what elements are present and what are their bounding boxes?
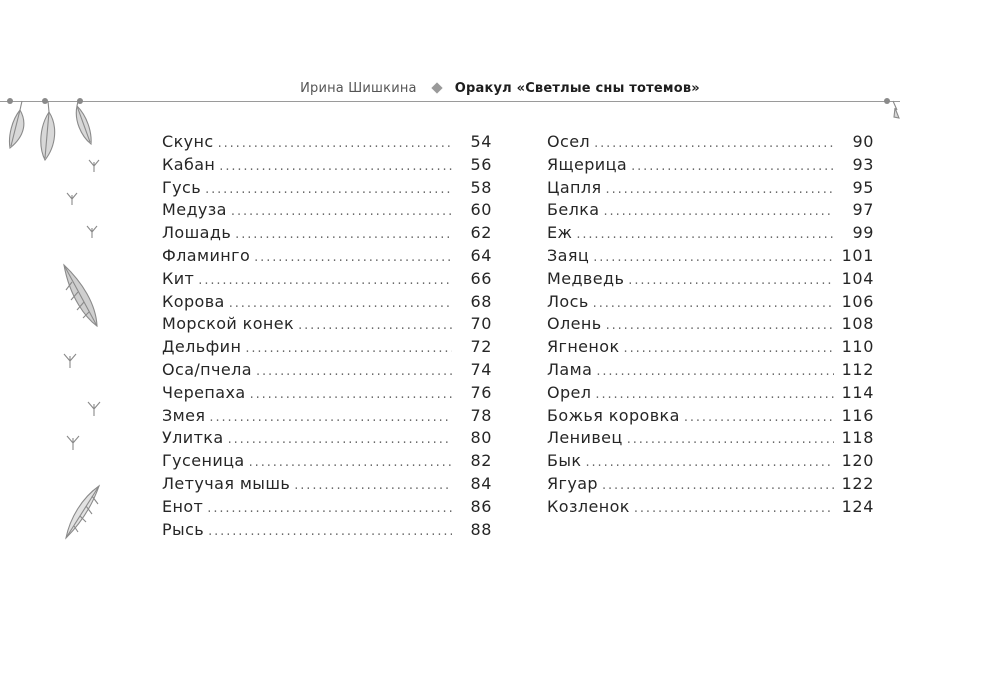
toc-entry-title: Летучая мышь [162,473,291,493]
toc-entry-page: 118 [841,428,874,448]
toc-entry-page: 88 [470,519,492,539]
toc-entry[interactable] [162,291,492,314]
author-name: Ирина Шишкина [300,80,417,96]
toc-entry[interactable] [162,427,492,450]
toc-entry[interactable] [547,382,874,405]
toc-entry[interactable] [547,427,874,450]
toc-entry[interactable] [547,450,874,473]
toc-entry-page: 72 [470,337,492,357]
bead-icon [42,98,48,104]
toc-entry-page: 110 [841,337,874,357]
dot-leader [585,452,834,475]
toc-entry[interactable] [162,473,492,496]
dot-leader [205,179,452,202]
dot-leader [593,293,834,316]
toc-entry-title: Скунс [162,132,214,151]
toc-entry-page: 90 [852,132,874,151]
toc-entry[interactable] [547,268,874,291]
toc-entry-title: Лошадь [162,223,232,243]
toc-entry-title: Лама [547,359,593,379]
toc-entry-page: 60 [470,200,492,220]
toc-entry-page: 101 [841,245,874,265]
bird-track-icon [67,193,77,205]
toc-entry-title: Ягненок [547,337,620,357]
toc-entry[interactable] [162,359,492,382]
dot-leader [602,475,834,498]
toc-entry[interactable] [162,336,492,359]
dot-leader [604,201,834,224]
toc-entry-title: Медведь [547,268,625,288]
toc-entry-page: 80 [470,428,492,448]
feather-icon [66,486,99,538]
toc-entry-page: 95 [852,177,874,197]
toc-entry-title: Корова [162,291,225,311]
toc-entry[interactable] [547,405,874,428]
toc-entry-title: Заяц [547,245,590,265]
bead-icon [7,98,13,104]
toc-entry-page: 84 [470,473,492,493]
dot-leader [235,224,452,247]
toc-entry-title: Ленивец [547,428,623,448]
toc-entry[interactable] [162,268,492,291]
bird-track-icon [88,402,100,416]
toc-entry-page: 106 [841,291,874,311]
dot-leader [684,407,834,430]
toc-entry-title: Улитка [162,428,224,448]
toc-entry[interactable] [162,131,492,154]
book-title: Оракул «Светлые сны тотемов» [454,80,700,96]
toc-entry-title: Олень [547,314,602,334]
feather-icon [41,101,55,160]
toc-entry[interactable] [162,154,492,177]
dot-leader [249,452,452,475]
toc-entry-page: 108 [841,314,874,334]
dot-leader [576,224,834,247]
toc-entry-title: Оса/пчела [162,359,252,379]
toc-column-right [547,131,874,519]
toc-entry-title: Гусь [162,177,202,197]
toc-entry-page: 82 [470,451,492,471]
dot-leader [596,361,834,384]
toc-entry-title: Рысь [162,519,205,539]
toc-entry-page: 76 [470,382,492,402]
toc-entry-page: 70 [470,314,492,334]
toc-entry-title: Медуза [162,200,227,220]
toc-entry-page: 58 [470,177,492,197]
toc-entry-page: 97 [852,200,874,220]
toc-entry-title: Фламинго [162,245,251,265]
toc-entry-page: 62 [470,223,492,243]
bird-track-icon [67,436,79,450]
dot-leader [250,384,452,407]
toc-entry[interactable] [547,359,874,382]
dot-leader [254,247,452,270]
toc-entry-title: Ящерица [547,154,628,174]
toc-entry-page: 86 [470,496,492,516]
toc-entry-page: 78 [470,405,492,425]
toc-entry[interactable] [547,313,874,336]
toc-entry-title: Дельфин [162,337,242,357]
toc-entry-title: Кит [162,268,195,288]
toc-entry[interactable] [547,291,874,314]
dot-leader [208,521,452,544]
dot-leader [256,361,452,384]
toc-entry-page: 124 [841,496,874,516]
toc-entry-page: 56 [470,154,492,174]
toc-entry[interactable] [547,496,874,519]
toc-entry-page: 99 [852,223,874,243]
toc-entry-title: Орел [547,382,592,402]
toc-entry[interactable] [547,131,874,154]
dot-leader [606,179,834,202]
toc-entry-title: Еж [547,223,573,243]
toc-entry-page: 93 [852,154,874,174]
toc-entry-title: Бык [547,451,582,471]
bird-track-icon [87,226,97,238]
dot-leader [245,338,452,361]
toc-entry-title: Змея [162,405,206,425]
toc-entry[interactable] [162,313,492,336]
toc-entry-page: 104 [841,268,874,288]
toc-entry-title: Енот [162,496,204,516]
toc-entry-page: 116 [841,405,874,425]
toc-entry-title: Козленок [547,496,630,516]
toc-entry-title: Белка [547,200,600,220]
dot-leader [606,315,834,338]
feather-icon [76,101,91,144]
toc-entry[interactable] [547,177,874,200]
dot-leader [207,498,452,521]
dot-leader [593,247,834,270]
toc-entry[interactable] [547,336,874,359]
toc-entry[interactable] [547,199,874,222]
toc-entry[interactable] [547,154,874,177]
toc-entry[interactable] [162,405,492,428]
toc-entry-title: Кабан [162,154,216,174]
dot-leader [219,156,452,179]
dot-leader [627,429,834,452]
toc-entry-page: 64 [470,245,492,265]
toc-entry[interactable] [547,245,874,268]
toc-entry[interactable] [162,382,492,405]
toc-entry-page: 122 [841,473,874,493]
dot-leader [228,429,452,452]
toc-entry-title: Божья коровка [547,405,680,425]
toc-entry-page: 54 [470,132,492,151]
dot-leader [624,338,834,361]
toc-entry[interactable] [162,496,492,519]
feather-icon [9,101,23,148]
bead-icon [884,98,890,104]
dot-leader [294,475,452,498]
dot-leader [594,133,834,156]
dot-leader [209,407,452,430]
dot-leader [231,201,452,224]
toc-entry[interactable] [547,222,874,245]
toc-entry-page: 74 [470,359,492,379]
toc-entry-page: 68 [470,291,492,311]
bird-track-icon [89,160,99,172]
toc-entry-page: 66 [470,268,492,288]
toc-entry-page: 114 [841,382,874,402]
bird-track-icon [64,354,76,368]
dot-leader [198,270,452,293]
toc-entry[interactable] [162,519,492,542]
toc-entry[interactable] [162,199,492,222]
feather-icon [64,265,97,326]
dot-leader [218,133,452,156]
toc-entry-title: Гусеница [162,451,245,471]
toc-entry[interactable] [547,473,874,496]
dot-leader [634,498,834,521]
dot-leader [595,384,834,407]
dot-leader [631,156,834,179]
dot-leader [298,315,452,338]
toc-entry-page: 112 [841,359,874,379]
toc-entry-title: Цапля [547,177,602,197]
toc-column-left [162,131,492,541]
toc-entry-title: Морской конек [162,314,295,334]
toc-entry[interactable] [162,177,492,200]
toc-entry-title: Ягуар [547,473,598,493]
toc-entry-page: 120 [841,451,874,471]
toc-entry-title: Осел [547,132,591,151]
toc-entry[interactable] [162,450,492,473]
tassel-icon [893,101,899,118]
toc-entry[interactable] [162,245,492,268]
dot-leader [229,293,452,316]
toc-entry-title: Лось [547,291,589,311]
toc-entry-title: Черепаха [162,382,246,402]
toc-entry[interactable] [162,222,492,245]
dot-leader [628,270,834,293]
